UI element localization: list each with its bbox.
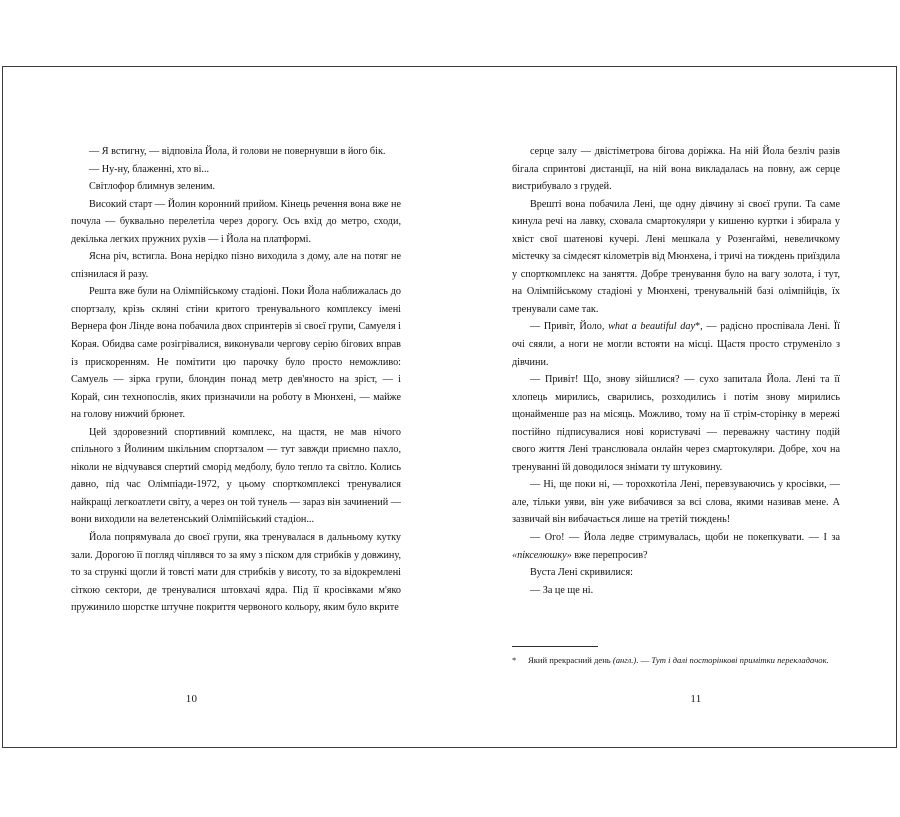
paragraph-part-after-italic: , — радісно проспівала Лені. Її очі сяяли, а ноги не могли встояти на місці. Щастя просто струменіло з дівчини. — [512, 321, 841, 368]
footnote-source-language: (англ.) — [612, 654, 637, 665]
paragraph: Високий старт — Йолин коронний прийом. Кінець речення вона вже не почула — буквально перелетіла через дорогу. Ось вхід до метро, сходи, декілька легких пружних рухів — і Йола на платформі. — [71, 198, 401, 245]
paragraph: Решта вже були на Олімпійському стадіоні. Поки Йола наближалась до спортзалу, крізь скляні стіни критого тренувального комплексу імені Вернера фон Лінде вона побачила двох спринтерів зі своєї групи, Самуеля і Корая. Обидва саме розігрівалися, виконували чергову серію бігових вправ із прискоренням. Не помітити цю парочку було просто неможливо: Самуель — зірка групи, блондин понад метр дев'яносто на зріст, — і Корай, син технопослів, яких призначили на роботу в Мюнхені, — майже на голову нижчий брюнет. — [71, 286, 401, 421]
footnote-lead: Який прекрасний день — [528, 654, 613, 665]
paragraph: — Ні, ще поки ні, — торохкотіла Лені, перевзуваючись у кросівки, — але, тільки уяви, він уже вибачився за всі слова, якими називав мене. А зазвичай він вибачається лише на третій тиждень! — [512, 479, 840, 526]
paragraph-with-italic — [512, 529, 840, 564]
italic-nickname: «пікселюшку» — [512, 549, 572, 561]
paragraph: Ясна річ, встигла. Вона нерідко пізно виходила з дому, але на потяг не спізнилася й разу. — [71, 251, 401, 280]
book-spread — [2, 66, 897, 748]
paragraph: — Я встигну, — відповіла Йола, й голови не повернувши в його бік. — [89, 146, 386, 157]
paragraph: — Привіт! Що, знову зійшлися? — сухо запитала Йола. Лені та її хлопець мирились, сварились, розходились і потім знову мирились щонайменше раз на місяць. Можливо, тому на її стрім-сторінку в мережі постійно підписувалися нові користувачі — переважну частину подій свого життя Лені транслювала онлайн через смартокуляри. Добре, хоч на тренуванні їй доводилося знімати ту штуковину. — [512, 374, 840, 473]
paragraph: — Ну-ну, блаженні, хто ві... — [89, 163, 210, 175]
footnote-attribution: Тут і далі посторінкові примітки перекладачок. — [651, 654, 829, 665]
footnote-reference: * — [695, 321, 701, 333]
paragraph-part-before-italic: — Ого! — Йола ледве стримувалась, щоби не покепкувати. — І за — [530, 532, 840, 544]
right-page-textblock — [512, 143, 840, 599]
footnote-text — [512, 654, 840, 667]
page-number-right: 11 — [690, 693, 702, 705]
paragraph: Врешті вона побачила Лені, ще одну дівчину зі своєї групи. Та саме кинула речі на лавку, сховала смартокуляри у кишеню куртки і збирала у хвіст свої шатенові кучері. Лені мешкала у Розенгаймі, невеличкому містечку за сімдесят кілометрів від Мюнхена, і тричі на тиждень приїздила у спорткомплекс на заняття. Добре тренування було на вагу золота, і тут, на Олімпійському стадіоні у Мюнхені, тренувальній базі олімпійців, їх тренували саме так. — [512, 198, 840, 315]
paragraph: Світлофор блимнув зеленим. — [89, 181, 216, 193]
footnote-separator: . — — [636, 654, 652, 665]
paragraph: Вуста Лені скривилися: — [530, 567, 633, 579]
italic-english-phrase: what a beautiful day — [608, 321, 696, 333]
footnote-separator-rule — [512, 646, 598, 647]
paragraph: — За це ще ні. — [530, 584, 594, 596]
page-number-left: 10 — [185, 693, 198, 705]
footnote-marker: * — [512, 654, 517, 665]
left-page-textblock — [71, 143, 401, 617]
page-right — [450, 67, 898, 747]
paragraph-part-before-italic: — Привіт, Йоло, — [530, 321, 609, 333]
paragraph: Йола попрямувала до своєї групи, яка тренувалася в дальньому кутку зали. Дорогою її погляд чіплявся то за яму з піском для стрибків у довжину, то за стрункі щогли й товсті мати для стрибків у висоту, то за відокремлені сіткою сектори, де тренувалися штовхачі ядра. Під її кросівками м'яко пружинило шорстке штучне покриття червоного кольору, яким було вкрите — [71, 532, 401, 614]
paragraph: серце залу — двістіметрова бігова доріжка. На ній Йола безліч разів бігала спринтові дистанції, на ній вона викладалась на повну, аж серце вистрибувало з грудей. — [512, 146, 840, 193]
footnote-block — [512, 646, 840, 667]
paragraph-with-italic — [512, 318, 840, 371]
paragraph-part-after-italic: вже перепросив? — [571, 549, 648, 561]
page-left — [3, 67, 450, 747]
paragraph: Цей здоровезний спортивний комплекс, на щастя, не мав нічого спільного з Йолиним шкільним спортзалом — тут завжди приємно пахло, ніколи не відчувався спертий сморід медболу, було тепло та світло. Колись давно, під час Олімпіади-1972, у цьому спорткомплексі тренувалися найкращі легкоатлети світу, а через он той тунель — зараз він зачинений — вони виходили на велетенський Олімпійський стадіон... — [71, 426, 401, 526]
